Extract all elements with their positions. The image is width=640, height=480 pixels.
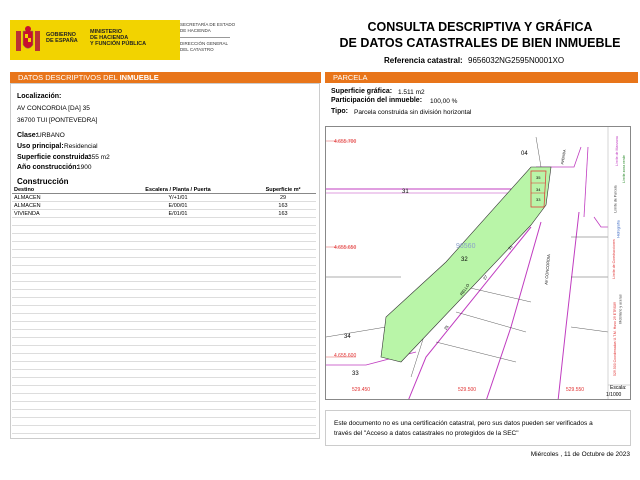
secretaria-line: SECRETARÍA DE ESTADO [180,22,236,27]
gov-name [46,32,78,44]
legend-item: Límite de Construcciones [611,239,616,279]
street-number: 33 [536,197,541,202]
table-row [12,194,316,202]
table-row-empty [12,290,316,298]
table-row-empty [12,322,316,330]
cell-destino: ALMACEN [12,194,106,202]
table-header-row [12,186,316,194]
table-row-empty [12,250,316,258]
disclaimer-note [325,410,631,446]
note-line: Este documento no es una certificación catastral, pero sus datos pueden ser verificados a [334,420,593,427]
section-bar-inmueble [10,72,321,83]
coord-y-label: 4.655.700 [334,139,357,145]
street-name: AVENIDA [560,149,567,165]
parcel-number: 32 [461,257,468,263]
sup-grafica-value: 1.511 m2 [398,89,425,96]
col-destino: Destino [12,186,106,194]
ministry-name [90,29,146,47]
cadastral-map[interactable] [325,126,631,400]
legend-item: Hidrografía [616,220,621,238]
table-row-empty [12,386,316,394]
col-superficie: Superficie m² [250,186,316,194]
bar-bold: INMUEBLE [119,73,159,82]
street-name: RELLO [458,282,471,297]
table-row-empty [12,346,316,354]
street-number: 25 [442,324,450,331]
government-logo [10,20,180,60]
block-line [436,342,516,362]
escala-label: Escala: [610,385,627,391]
table-row-empty [12,298,316,306]
page-title-line1: CONSULTA DESCRIPTIVA Y GRÁFICA [367,20,593,34]
parcel-number: 33 [352,371,359,377]
ministry-line: DE HACIENDA [90,35,129,41]
table-row-empty [12,418,316,426]
col-escalera: Escalera / Planta / Puerta [106,186,250,194]
map-canvas [326,127,631,400]
cell-superficie: 163 [250,210,316,218]
clase-value: URBANO [37,132,65,139]
block-line [326,327,386,337]
secretaria-line: DE HACIENDA [180,27,211,33]
street-number: 34 [536,187,541,192]
table-row-empty [12,266,316,274]
coord-x-label: 529.550 [566,387,585,393]
note-line: través del "Acceso a datos catastrales no protegidos de la SEC" [334,430,519,437]
superficie-value: 355 m2 [88,154,110,161]
legend-item: Límite de Manzana [614,136,619,166]
street-number: 31 [506,244,514,251]
coat-of-arms-icon [14,25,42,55]
uso-value: Residencial [64,143,98,150]
table-row-empty [12,362,316,370]
block-line [536,137,541,167]
street-line [536,147,581,167]
page-title-line2: DE DATOS CATASTRALES DE BIEN INMUEBLE [339,36,621,50]
participacion-label: Participación del inmueble: [331,97,423,104]
parcel-number: 34 [344,334,351,340]
coord-x-label: 529.500 [458,387,477,393]
tipo-label: Tipo: [331,108,348,115]
document-date: Miércoles , 11 de Octubre de 2023 [530,451,630,458]
table-row-empty [12,274,316,282]
gov-line: GOBIERNO [46,32,76,38]
sup-grafica-label: Superficie gráfica: [331,88,393,95]
coord-x-label: 529.450 [352,387,371,393]
clase-label: Clase: [17,132,39,139]
construccion-table [12,186,316,434]
table-row-empty [12,314,316,322]
table-row-empty [12,306,316,314]
cell-escalera: E/01/01 [106,210,250,218]
legend-item: Mobiliario y aceras [618,294,623,324]
uso-label: Uso principal: [17,143,64,150]
gov-line: DE ESPAÑA [46,38,78,44]
divider [180,37,230,38]
ref-label: Referencia catastral: [384,56,463,65]
table-row-empty [12,242,316,250]
selected-parcel[interactable] [381,167,551,362]
table-row-empty [12,226,316,234]
street-name: AV CONCORDIA [543,254,552,285]
table-row-empty [12,370,316,378]
table-row-empty [12,234,316,242]
ref-value: 9656032NG2595N0001XO [468,56,565,65]
table-row-empty [12,426,316,434]
escala-value: 1/1000 [606,392,622,398]
bar-prefix: DATOS DESCRIPTIVOS DEL [18,73,120,82]
coord-y-label: 4.655.650 [334,245,357,251]
address-line2: 36700 TUI [PONTEVEDRA] [17,117,98,124]
direccion-line: DIRECCIÓN GENERAL [180,41,229,46]
superficie-label: Superficie construida: [17,154,91,161]
anio-label: Año construcción: [17,164,79,171]
cell-destino: ALMACEN [12,202,106,210]
tipo-value: Parcela construida sin división horizontal [354,109,472,116]
section-bar-parcela: PARCELA [325,72,638,83]
street-number: 27 [481,274,489,281]
table-row-empty [12,282,316,290]
parcel-id-label: 96560 [456,243,476,250]
legend-item: Límite zona verde [621,155,626,183]
table-row-empty [12,258,316,266]
coord-y-label: 4.655.600 [334,353,357,359]
parcel-number: 04 [521,151,528,157]
legend-item: Límite de Parcela [613,185,618,213]
table-row-empty [12,338,316,346]
table-row-empty [12,354,316,362]
street-line [558,212,579,400]
ministry-line: MINISTERIO [90,29,123,35]
block-line [456,312,526,332]
address-line1: AV CONCORDIA [DA] 35 [17,105,90,112]
secretaria-block [180,22,250,52]
table-row-empty [12,218,316,226]
table-row [12,202,316,210]
utm-label: 529.500 Coordenadas U.T.M. Huso 29 ETRS89 [612,302,617,376]
table-row [12,210,316,218]
table-row-empty [12,402,316,410]
block-line [571,327,608,332]
street-line [584,147,588,217]
cell-escalera: Y/+1/01 [106,194,250,202]
cell-superficie: 163 [250,202,316,210]
construccion-heading: Construcción [17,177,69,186]
localizacion-label: Localización: [17,93,62,100]
participacion-value: 100,00 % [430,98,458,105]
direccion-line: DEL CATASTRO [180,46,214,52]
table-row-empty [12,410,316,418]
cell-superficie: 29 [250,194,316,202]
cell-destino: VIVIENDA [12,210,106,218]
parcel-number: 31 [402,189,409,195]
block-line [466,287,531,302]
table-row-empty [12,378,316,386]
ministry-line: Y FUNCIÓN PÚBLICA [90,41,147,47]
table-row-empty [12,394,316,402]
street-number: 35 [536,175,541,180]
cell-escalera: E/00/01 [106,202,250,210]
table-row-empty [12,330,316,338]
anio-value: 1900 [77,164,92,171]
